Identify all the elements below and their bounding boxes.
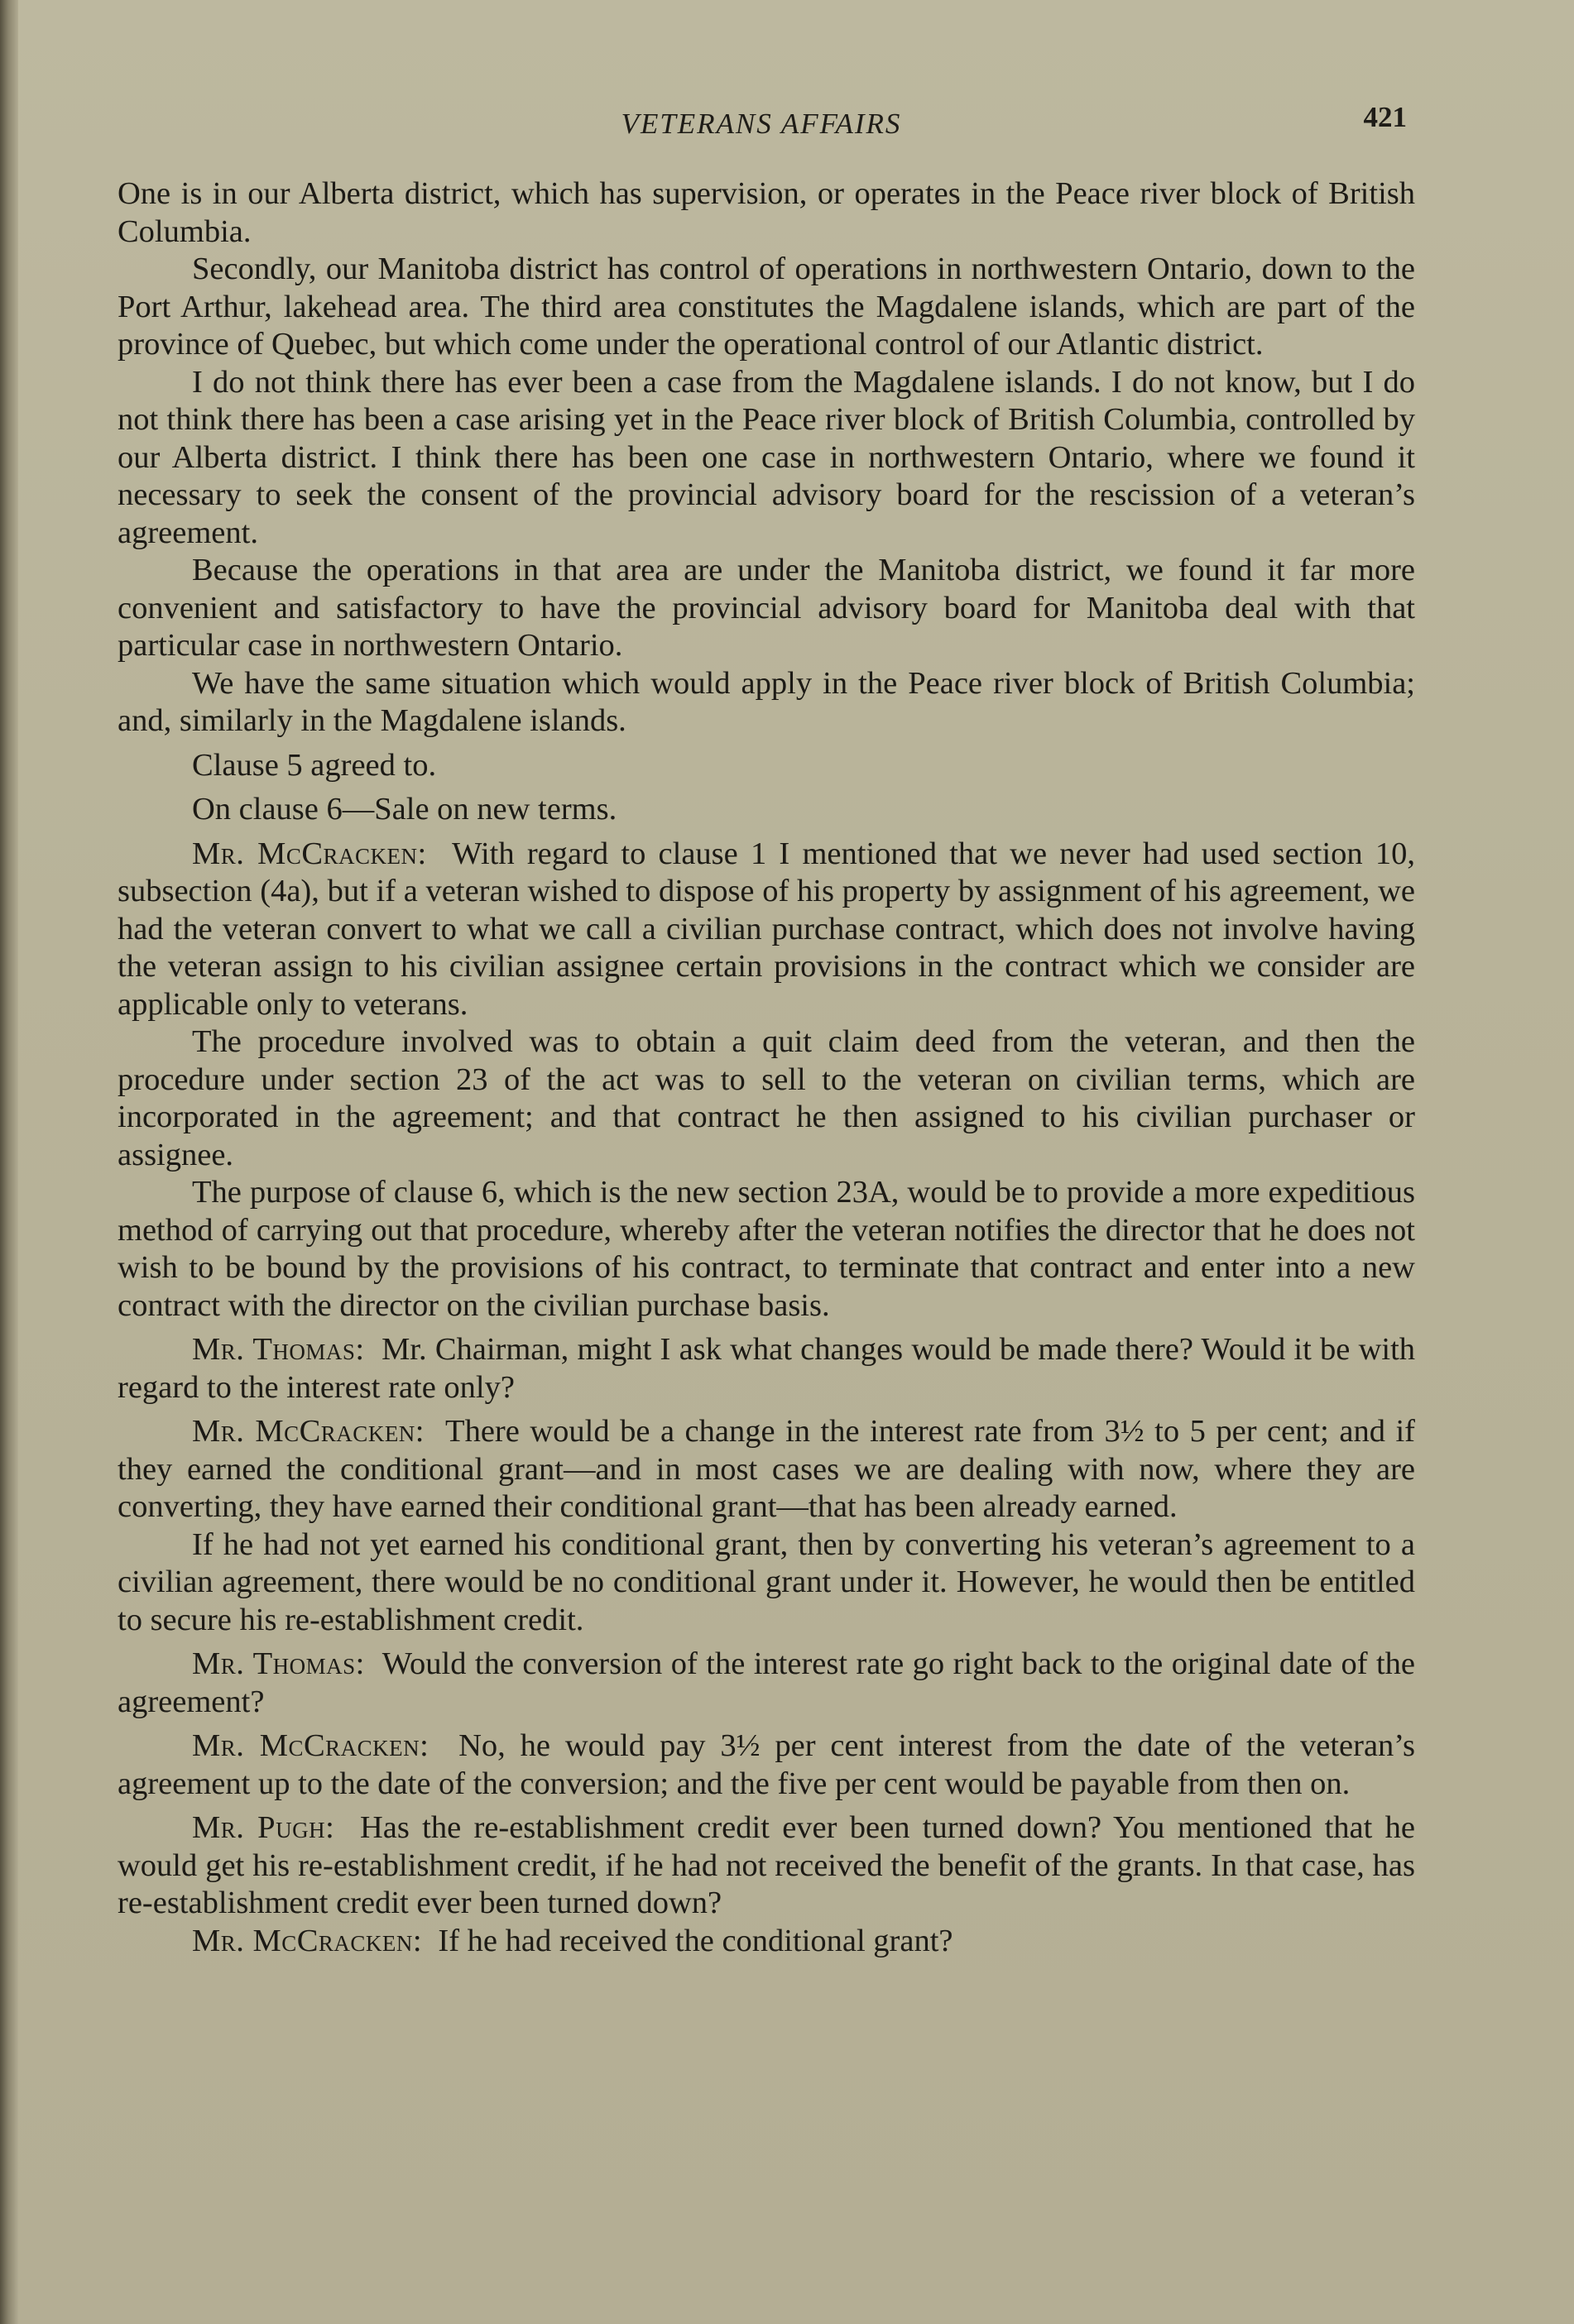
speech-paragraph xyxy=(118,1727,1415,1803)
paragraph xyxy=(118,364,1415,553)
paragraph xyxy=(118,552,1415,665)
paragraph-text: If he had not yet earned his conditional grant, then by converting his veteran’s agreement to a civilian agreement, there would be no conditional grant under it. However, he would then be entitled to secure his re-establishment credit. xyxy=(118,1526,1415,1637)
paragraph-text: One is in our Alberta district, which has supervision, or operates in the Peace river block of British Columbia. xyxy=(118,176,1415,249)
speaker-name: Mr. Thomas: xyxy=(192,1646,365,1681)
speech-paragraph xyxy=(118,1923,1415,1961)
paragraph-text: The purpose of clause 6, which is the new section 23A, would be to provide a more expeditious method of carrying out that procedure, whereby after the veteran notifies the director that he does not wish to be bound by the provisions of his contract, to terminate that contract and enter into a new contract with the director on the civilian purchase basis. xyxy=(118,1175,1415,1323)
speech-text: No, he would pay 3½ per cent interest from the date of the veteran’s agreement up to the date of the conversion; and the five per cent would be payable from then on. xyxy=(118,1728,1415,1801)
paragraph-text: We have the same situation which would apply in the Peace river block of British Columbia; and, similarly in the Magdalene islands. xyxy=(118,665,1415,738)
paragraph xyxy=(118,1023,1415,1174)
book-spine-shadow xyxy=(0,0,18,2324)
page-number: 421 xyxy=(1363,101,1407,133)
speaker-name: Mr. Thomas: xyxy=(192,1332,365,1367)
speaker-name: Mr. McCracken: xyxy=(192,1414,425,1449)
paragraph xyxy=(118,175,1415,251)
speech-text: Would the conversion of the interest rate go right back to the original date of the agreement? xyxy=(118,1646,1416,1719)
paragraph xyxy=(118,1526,1415,1640)
speaker-name: Mr. McCracken: xyxy=(192,1923,423,1958)
paragraph-text: I do not think there has ever been a case from the Magdalene islands. I do not know, but I do not think there has been a case arising yet in the Peace river block of British Columbia, controlled by our Alberta district. I think there has been one case in northwestern Ontario, where we found it necessary to seek the consent of the provincial advisory board for the rescission of a veteran’s agreement. xyxy=(118,364,1415,550)
speech-text: There would be a change in the interest rate from 3½ to 5 per cent; and if they earned the conditional grant—and in most cases we are dealing with now, where they are converting, they have earned their conditional grant—that has been already earned. xyxy=(118,1414,1415,1524)
paragraph-text: The procedure involved was to obtain a quit claim deed from the veteran, and then the procedure under section 23 of the act was to sell to the veteran on civilian terms, which are incorporated in the agreement; and that contract he then assigned to his civilian purchaser or assignee. xyxy=(118,1024,1415,1172)
paragraph-text: Clause 5 agreed to. xyxy=(192,747,437,783)
paragraph xyxy=(118,791,1415,829)
speaker-name: Mr. McCracken: xyxy=(192,836,427,871)
speech-paragraph xyxy=(118,1646,1415,1721)
paragraph xyxy=(118,747,1415,785)
speaker-name: Mr. McCracken: xyxy=(192,1728,429,1763)
speech-paragraph xyxy=(118,1413,1415,1526)
running-title: VETERANS AFFAIRS xyxy=(621,108,902,140)
paragraph-text: On clause 6—Sale on new terms. xyxy=(192,792,617,827)
paragraph-text: Secondly, our Manitoba district has control of operations in northwestern Ontario, down to the Port Arthur, lakehead area. The third area constitutes the Magdalene islands, which are part of the province of Quebec, but which come under the operational control of our Atlantic district. xyxy=(118,252,1415,362)
speech-paragraph xyxy=(118,1331,1415,1406)
paragraph xyxy=(118,665,1415,740)
speech-paragraph xyxy=(118,1809,1415,1923)
body-text xyxy=(118,175,1415,1960)
speech-paragraph xyxy=(118,836,1415,1024)
paragraph-text: Because the operations in that area are under the Manitoba district, we found it far more convenient and satisfactory to have the provincial advisory board for Manitoba deal with that particular case in northwestern Ontario. xyxy=(118,553,1415,663)
paragraph xyxy=(118,1174,1415,1325)
paragraph xyxy=(118,251,1415,364)
page-header xyxy=(116,101,1407,151)
speaker-name: Mr. Pugh: xyxy=(192,1810,335,1845)
speech-text: With regard to clause 1 I mentioned that we never had used section 10, subsection (4a), but if a veteran wished to dispose of his property by assignment of his agreement, we had the veteran convert to what we call a civilian purchase contract, which does not involve having the veteran assign to his civilian assignee certain provisions in the contract which we consider are applicable only to veterans. xyxy=(118,836,1415,1022)
speech-text: Mr. Chairman, might I ask what changes would be made there? Would it be with regard to the interest rate only? xyxy=(118,1332,1416,1405)
speech-text: If he had received the conditional grant? xyxy=(438,1923,953,1958)
speech-text: Has the re-establishment credit ever been turned down? You mentioned that he would get his re-establishment credit, if he had not received the benefit of the grants. In that case, has re-establishment credit ever been turned down? xyxy=(118,1810,1415,1920)
